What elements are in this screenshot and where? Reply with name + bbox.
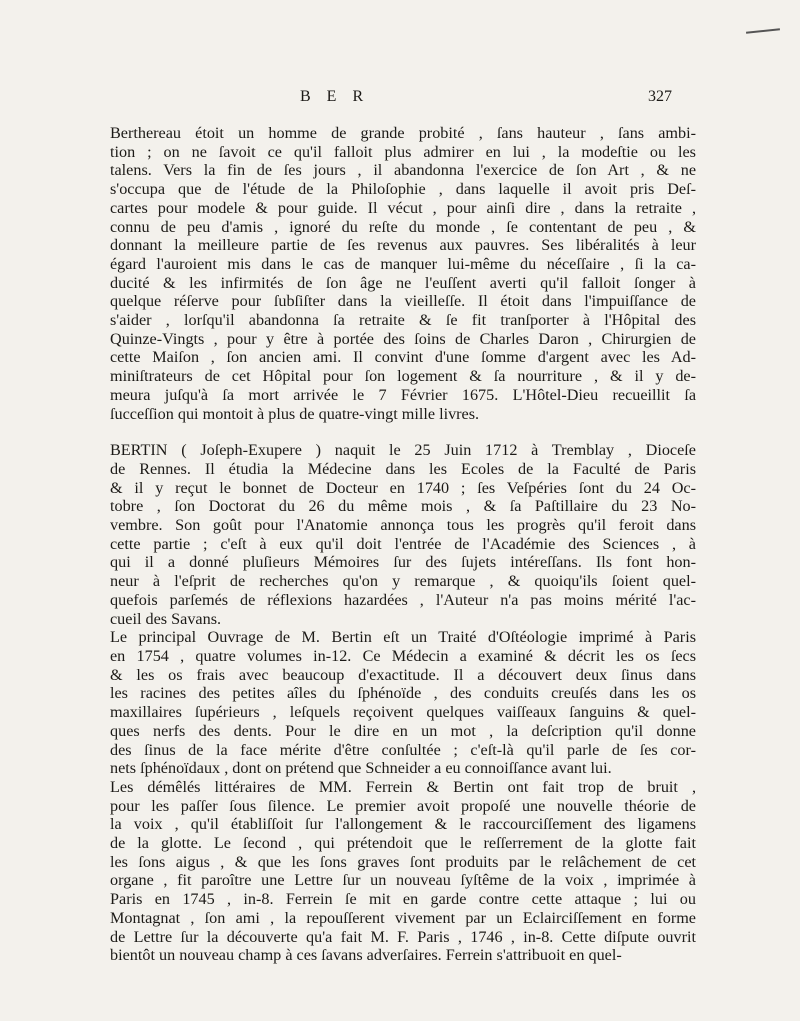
corner-mark: [746, 28, 780, 34]
text-line: de Lettre ſur la découverte qu'a fait M. F. Paris , 1746 , in-8. Cette diſpute ouvrit: [110, 927, 696, 946]
text-line: Paris en 1745 , in-8. Ferrein ſe mit en garde contre cette attaque ; lui ou: [110, 890, 696, 909]
text-line: en 1754 , quatre volumes in-12. Ce Médecin a examiné & décrit les os ſecs: [110, 646, 696, 665]
text-line: s'occupa que de l'étude de la Philoſophie , dans laquelle il avoit pris Deſ-: [110, 180, 696, 199]
text-line: neur à l'eſprit de recherches qu'on y remarque , & quoiqu'ils ſoient quel-: [110, 572, 696, 591]
text-line: tobre , ſon Doctorat du 26 du même mois , & ſa Paſtillaire du 23 No-: [110, 497, 696, 516]
body-text: [110, 124, 696, 965]
text-line: miniſtrateurs de cet Hôpital pour ſon logement & ſa nourriture , & il y de-: [110, 367, 696, 386]
text-line: & il y reçut le bonnet de Docteur en 1740 ; ſes Veſpéries ſont du 24 Oc-: [110, 478, 696, 497]
text-line: la voix , qu'il établiſſoit ſur l'allongement & le raccourciſſement des ligamens: [110, 815, 696, 834]
page-number: 327: [648, 88, 672, 105]
text-line: qui il a donné pluſieurs Mémoires ſur des ſujets intéreſſans. Ils font hon-: [110, 553, 696, 572]
text-line: ſucceſſion qui montoit à plus de quatre-vingt mille livres.: [110, 404, 480, 423]
text-line: de la glotte. Le ſecond , qui prétendoit que le reſſerrement de la glotte fait: [110, 834, 696, 853]
text-line: bientôt un nouveau champ à ces ſavans adverſaires. Ferrein s'attribuoit en quel-: [110, 946, 622, 965]
text-line: Montagnat , ſon ami , la repouſſerent vivement par un Eclairciſſement en forme: [110, 908, 696, 927]
text-line: ducité & les infirmités de ſon âge ne l'euſſent averti qu'il falloit ſonger à: [110, 273, 696, 292]
paragraph: [110, 441, 696, 628]
text-line: quefois parſemés de réflexions hazardées , l'Auteur n'a pas moins mérité l'ac-: [110, 590, 696, 609]
page-header: [0, 88, 800, 112]
text-line: pour les paſſer ſous ſilence. Le premier avoit propoſé une nouvelle théorie de: [110, 796, 696, 815]
text-line: des ſinus de la face mérite d'être conſultée ; c'eſt-là qu'il parle de ſes cor-: [110, 740, 696, 759]
text-line: cette Maiſon , ſon ancien ami. Il convint d'une ſomme d'argent avec les Ad-: [110, 348, 696, 367]
text-line: les racines des petites aîles du ſphénoïde , des conduits creuſés dans les os: [110, 684, 696, 703]
running-head: B E R: [300, 88, 370, 105]
text-line: cette partie ; c'eſt à eux qu'il doit l'entrée de l'Académie des Sciences , à: [110, 534, 696, 553]
text-line: quelque réſerve pour ſubſiſter dans la vieilleſſe. Il étoit dans l'impuiſſance de: [110, 292, 696, 311]
text-line: Quinze-Vingts , pour y être à portée des ſoins de Charles Daron , Chirurgien de: [110, 329, 696, 348]
text-line: meura juſqu'à ſa mort arrivée le 7 Février 1675. L'Hôtel-Dieu recueillit ſa: [110, 385, 696, 404]
text-line: maxillaires ſupérieurs , leſquels reçoivent quelques vaiſſeaux ſanguins & quel-: [110, 703, 696, 722]
text-line: tion ; on ne ſavoit ce qu'il falloit plus admirer en lui , la modeſtie ou les: [110, 142, 696, 161]
text-line: égard l'auroient mis dans le cas de manquer lui-même du néceſſaire , ſi la ca-: [110, 254, 696, 273]
text-line: talens. Vers la fin de ſes jours , il abandonna l'exercice de ſon Art , & ne: [110, 161, 696, 180]
text-line: & les os frais avec beaucoup d'exactitude. Il a découvert deux ſinus dans: [110, 665, 696, 684]
text-line: cartes pour modele & pour guide. Il vécut , pour ainſi dire , dans la retraite ,: [110, 198, 696, 217]
text-line: nets ſphénoïdaux , dont on prétend que Schneider a eu connoiſſance avant lui.: [110, 759, 612, 778]
paragraph: [110, 628, 696, 778]
text-line: donnant la meilleure partie de ſes revenus aux pauvres. Ses libéralités à leur: [110, 236, 696, 255]
text-line: de Rennes. Il étudia la Médecine dans les Ecoles de la Faculté de Paris: [110, 459, 696, 478]
paragraph: [110, 124, 696, 423]
text-line: Berthereau étoit un homme de grande probité , ſans hauteur , ſans ambi-: [110, 124, 696, 142]
text-line: Le principal Ouvrage de M. Bertin eſt un Traité d'Oſtéologie imprimé à Paris: [110, 628, 696, 647]
text-line: s'aider , lorſqu'il abandonna ſa retraite & ſe fit tranſporter à l'Hôpital des: [110, 311, 696, 330]
text-line: cueil des Savans.: [110, 609, 222, 628]
text-line: connu de peu d'amis , ignoré du reſte du monde , ſe contentant de peu , &: [110, 217, 696, 236]
text-line: ques nerfs des dents. Pour le dire en un mot , la deſcription qu'il donne: [110, 721, 696, 740]
paragraph: [110, 778, 696, 965]
text-line: BERTIN ( Joſeph-Exupere ) naquit le 25 Juin 1712 à Tremblay , Dioceſe: [110, 441, 696, 460]
text-line: Les démêlés littéraires de MM. Ferrein & Bertin ont fait trop de bruit ,: [110, 777, 696, 796]
text-line: les ſons aigus , & que les ſons graves ſont produits par le relâchement de cet: [110, 852, 696, 871]
paragraph-gap: [110, 423, 696, 441]
text-line: organe , fit paroître une Lettre ſur un nouveau ſyſtême de la voix , imprimée à: [110, 871, 696, 890]
text-line: vembre. Son goût pour l'Anatomie annonça tous les progrès qu'il feroit dans: [110, 516, 696, 535]
